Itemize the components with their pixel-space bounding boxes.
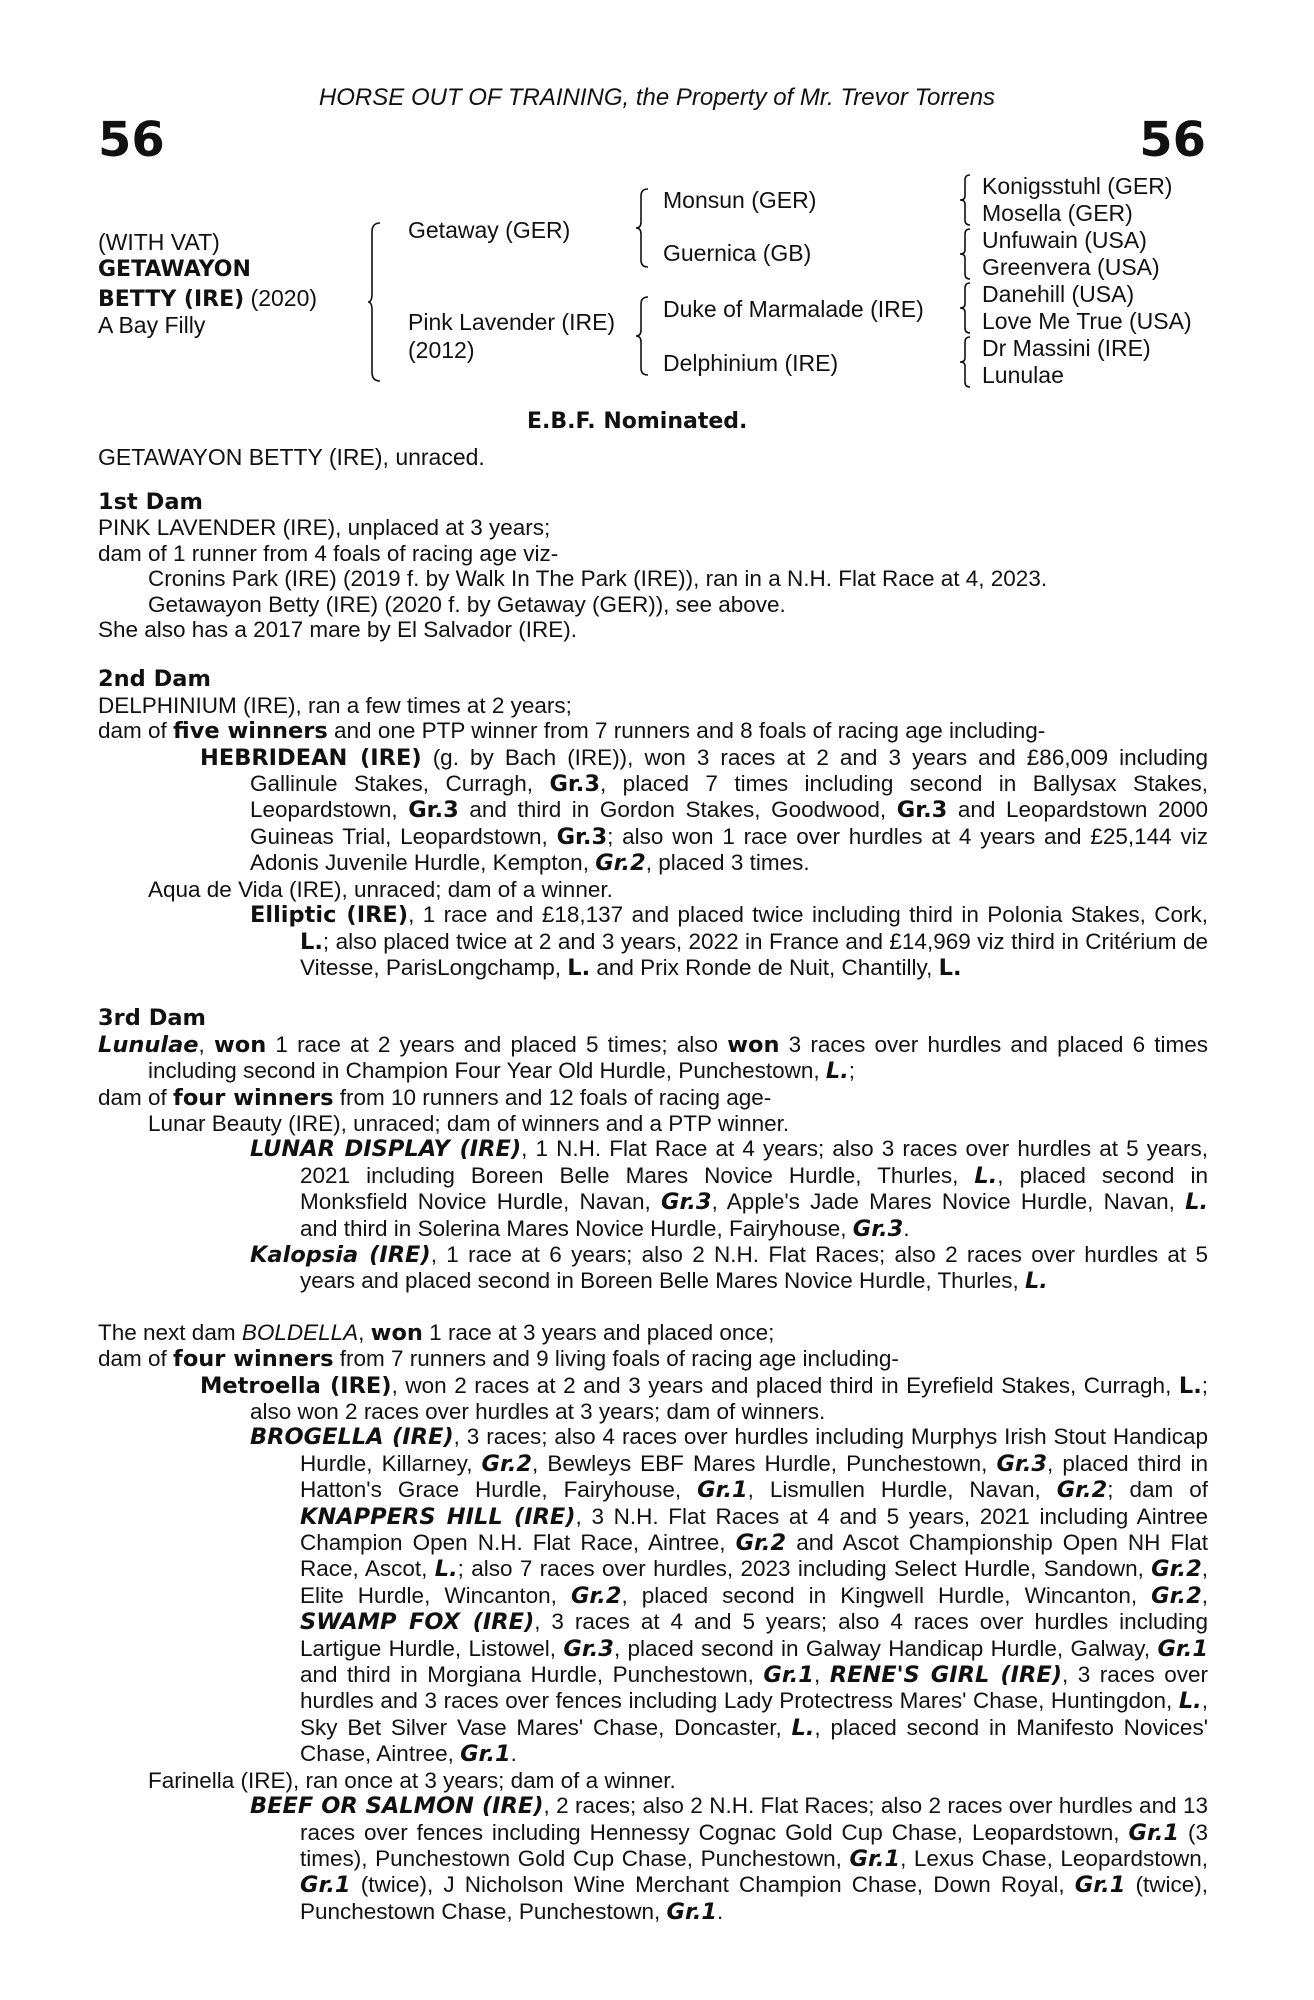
- text-run: from 10 runners and 12 foals of racing age-: [333, 1084, 772, 1110]
- dam3-heading: 3rd Dam: [98, 1005, 206, 1032]
- text-run: , placed second in Kingwell Hurdle, Wincanton,: [621, 1582, 1152, 1608]
- dam3-line: [98, 1085, 1208, 1111]
- grade-badge: Gr.2: [570, 1582, 622, 1609]
- won-label: won: [727, 1031, 780, 1058]
- listed-badge: L.: [434, 1556, 458, 1583]
- next-dam-produce-line: [98, 1346, 1208, 1372]
- text-run: , placed second in Galway Handicap Hurdle, Galway,: [613, 1635, 1158, 1661]
- horse-name: Lunulae: [98, 1031, 199, 1058]
- produce-aqua-de-vida: Aqua de Vida (IRE), unraced; dam of a winner.: [148, 876, 613, 902]
- text-run: , Bewleys EBF Mares Hurdle, Punchestown,: [532, 1450, 997, 1476]
- bracket-sire-dam: [960, 228, 972, 280]
- grade-badge: Gr.2: [481, 1450, 533, 1477]
- listed-badge: L.: [825, 1058, 849, 1085]
- produce-brogella: [98, 1424, 1208, 1767]
- listed-badge: L.: [1178, 1688, 1202, 1715]
- ssd: Mosella (GER): [982, 200, 1133, 226]
- horse-name: BROGELLA (IRE): [250, 1424, 454, 1451]
- horse-name: Kalopsia (IRE): [250, 1241, 431, 1268]
- bracket-dam-sire: [960, 282, 972, 334]
- grade-badge: Gr.1: [666, 1898, 718, 1925]
- horse-name: LUNAR DISPLAY (IRE): [250, 1136, 522, 1163]
- text-run: , Lismullen Hurdle, Navan,: [747, 1477, 1057, 1503]
- dam2-line: DELPHINIUM (IRE), ran a few times at 2 years;: [98, 692, 572, 718]
- text-run: and third in Morgiana Hurdle, Punchestown,: [300, 1662, 764, 1688]
- text-run: ; also won 2 races over hurdles at 3 years; dam of winners.: [250, 1372, 1209, 1424]
- text-run: ,: [358, 1319, 371, 1345]
- intro-line: GETAWAYON BETTY (IRE), unraced.: [98, 444, 485, 470]
- text-run: .: [717, 1898, 724, 1924]
- text-run: ; dam of: [1107, 1477, 1209, 1503]
- vat-note: (WITH VAT): [98, 229, 220, 255]
- horse-name-line1: GETAWAYON: [98, 257, 251, 282]
- text-run: ; also placed twice at 2 and 3 years, 2022 in France and £14,969 viz third in Critérium de Vitesse, ParisLongchamp,: [300, 928, 1208, 980]
- text-run: , won 2 races at 2 and 3 years and placed third in Eyrefield Stakes, Curragh,: [391, 1372, 1179, 1398]
- lot-number-left: 56: [98, 112, 165, 168]
- horse-name: Elliptic (IRE): [250, 902, 409, 929]
- grade-badge: Gr.1: [1128, 1819, 1180, 1846]
- text-run: and Prix Ronde de Nuit, Chantilly,: [590, 954, 939, 980]
- produce-lunar-display: [98, 1136, 1208, 1242]
- listed-badge: L.: [791, 1714, 815, 1741]
- winners-count: five winners: [173, 718, 328, 745]
- text-run: , 3 races; also 4 races over hurdles including Murphys Irish Stout Handicap Hurdle, Killarney,: [300, 1424, 1208, 1476]
- grade-badge: Gr.3: [549, 771, 600, 798]
- sdd: Greenvera (USA): [982, 254, 1160, 280]
- text-run: , Elite Hurdle, Wincanton,: [300, 1556, 1208, 1608]
- grade-badge: Gr.1: [763, 1662, 814, 1689]
- listed-badge: L.: [938, 954, 962, 981]
- text-run: The next dam: [98, 1319, 242, 1345]
- text-run: , 1 race and £18,137 and placed twice including third in Polonia Stakes, Cork,: [408, 902, 1208, 928]
- foaling-year: (2020): [244, 285, 318, 311]
- produce-farinella: Farinella (IRE), ran once at 3 years; dam of a winner.: [148, 1767, 676, 1793]
- grade-badge: Gr.3: [896, 797, 948, 824]
- text-run: , placed 7 times including second in Ballysax Stakes, Leopardstown,: [250, 771, 1208, 823]
- grade-badge: Gr.2: [735, 1530, 787, 1557]
- text-run: ,: [1201, 1582, 1208, 1608]
- text-run: dam of: [98, 1346, 174, 1372]
- winners-count: four winners: [173, 1084, 334, 1111]
- grade-badge: Gr.1: [1074, 1872, 1126, 1899]
- dam-sire: Duke of Marmalade (IRE): [663, 296, 924, 322]
- horse-name: BOLDELLA: [241, 1319, 359, 1345]
- grade-badge: Gr.3: [852, 1215, 904, 1242]
- text-run: .: [510, 1741, 517, 1767]
- text-run: , placed 3 times.: [645, 850, 810, 876]
- bracket-dam: [636, 296, 650, 376]
- grade-badge: Gr.2: [1151, 1556, 1202, 1583]
- sire-sire: Monsun (GER): [663, 187, 817, 213]
- text-run: , placed third in Hatton's Grace Hurdle, Fairyhouse,: [300, 1450, 1208, 1503]
- text-run: dam of: [98, 1084, 174, 1110]
- text-run: from 7 runners and 9 living foals of racing age including-: [333, 1346, 899, 1372]
- produce-beef-or-salmon: [98, 1793, 1208, 1925]
- bracket-sire-sire: [960, 174, 972, 226]
- text-run: , placed second in Monksfield Novice Hurdle, Navan,: [300, 1162, 1208, 1215]
- grade-badge: Gr.1: [697, 1477, 748, 1504]
- text-run: , 1 N.H. Flat Race at 4 years; also 3 races over hurdles at 5 years, 2021 including Boreen Belle Mares Novice Hurdle, Thurles,: [300, 1136, 1209, 1188]
- next-dam-line: [98, 1320, 1208, 1346]
- text-run: ; also won 1 race over hurdles at 4 years and £25,144 viz Adonis Juvenile Hurdle, Kempton,: [250, 823, 1208, 876]
- dam1-line: She also has a 2017 mare by El Salvador (IRE).: [98, 617, 577, 643]
- text-run: (twice), Punchestown Chase, Punchestown,: [300, 1872, 1209, 1924]
- horse-name: Metroella (IRE): [200, 1372, 392, 1399]
- text-run: and one PTP winner from 7 runners and 8 foals of racing age including-: [327, 718, 1046, 744]
- dam1-line: PINK LAVENDER (IRE), unplaced at 3 years;: [98, 515, 551, 541]
- grade-badge: Gr.3: [661, 1189, 712, 1216]
- dam1-line: dam of 1 runner from 4 foals of racing age viz-: [98, 540, 559, 566]
- produce-kalopsia: [98, 1242, 1208, 1295]
- grade-badge: Gr.1: [849, 1845, 901, 1872]
- horse-name-part: BETTY (IRE): [98, 287, 245, 312]
- text-run: 1 race at 2 years and placed 5 times; also: [266, 1031, 728, 1057]
- ddd: Lunulae: [982, 362, 1064, 388]
- ebf-nominated: E.B.F. Nominated.: [527, 409, 748, 434]
- text-run: and Leopardstown 2000 Guineas Trial, Leopardstown,: [250, 797, 1208, 849]
- dam1-produce: Cronins Park (IRE) (2019 f. by Walk In The Park (IRE)), ran in a N.H. Flat Race at 4, 2023.: [148, 566, 1048, 592]
- horse-name: RENE'S GIRL (IRE): [829, 1662, 1062, 1689]
- produce-lunar-beauty: Lunar Beauty (IRE), unraced; dam of winners and a PTP winner.: [148, 1110, 790, 1136]
- dam3-record: [98, 1032, 1208, 1085]
- listed-badge: L.: [974, 1162, 998, 1189]
- horse-name: SWAMP FOX (IRE): [300, 1609, 535, 1636]
- produce-metroella: [98, 1373, 1208, 1425]
- dsd: Love Me True (USA): [982, 308, 1192, 334]
- text-run: , 3 races over hurdles and 3 races over fences including Lady Protectress Mares' Chase, Huntingdon,: [300, 1662, 1208, 1714]
- grade-badge: Gr.2: [1056, 1477, 1108, 1504]
- dam1-heading: 1st Dam: [98, 489, 203, 515]
- dds: Dr Massini (IRE): [982, 335, 1151, 361]
- won-label: won: [370, 1319, 423, 1346]
- horse-name: HEBRIDEAN (IRE): [200, 744, 422, 771]
- text-run: , 3 races at 4 and 5 years; also 4 races over hurdles including Lartigue Hurdle, Listowel,: [300, 1609, 1208, 1661]
- lot-number-right: 56: [1139, 112, 1206, 168]
- text-run: , 1 race at 6 years; also 2 N.H. Flat Races; also 2 races over hurdles at 5 years and placed second in Boreen Belle Mares Novice Hurdle, Thurles,: [300, 1241, 1208, 1294]
- winners-count: four winners: [173, 1346, 334, 1373]
- text-run: ,: [198, 1031, 214, 1057]
- grade-badge: Gr.1: [1157, 1635, 1208, 1662]
- horse-name-line2: [98, 284, 317, 314]
- dss: Danehill (USA): [982, 281, 1135, 307]
- listed-badge: L.: [1185, 1189, 1208, 1216]
- text-run: ; also 7 races over hurdles, 2023 including Select Hurdle, Sandown,: [457, 1556, 1152, 1582]
- grade-badge: Gr.3: [408, 797, 459, 824]
- text-run: and third in Solerina Mares Novice Hurdle, Fairyhouse,: [300, 1215, 853, 1241]
- text-run: , Sky Bet Silver Vase Mares' Chase, Doncaster,: [300, 1688, 1208, 1740]
- listed-badge: L.: [300, 928, 323, 955]
- dam2-heading: 2nd Dam: [98, 666, 211, 693]
- horse-name: KNAPPERS HILL (IRE): [300, 1503, 576, 1530]
- grade-badge: Gr.1: [300, 1872, 351, 1899]
- won-label: won: [213, 1031, 267, 1058]
- text-run: (3 times), Punchestown Gold Cup Chase, Punchestown,: [300, 1819, 1208, 1871]
- text-run: .: [903, 1215, 910, 1241]
- text-run: , 3 N.H. Flat Races at 4 and 5 years, 2021 including Aintree Champion Open N.H. Flat Race, Aintree,: [300, 1503, 1208, 1556]
- text-run: 1 race at 3 years and placed once;: [422, 1319, 775, 1345]
- bracket-generation-1: [368, 222, 382, 382]
- horse-description: A Bay Filly: [98, 312, 206, 338]
- horse-name: BEEF OR SALMON (IRE): [250, 1793, 544, 1820]
- text-run: (twice), J Nicholson Wine Merchant Champion Chase, Down Royal,: [350, 1872, 1075, 1898]
- text-run: and Ascot Championship Open NH Flat Race, Ascot,: [300, 1530, 1208, 1582]
- grade-badge: Gr.1: [460, 1741, 511, 1768]
- dam: Pink Lavender (IRE): [408, 309, 616, 335]
- sire-dam: Guernica (GB): [663, 240, 812, 266]
- dam1-produce: Getawayon Betty (IRE) (2020 f. by Getaway (GER)), see above.: [148, 591, 786, 617]
- text-run: , Apple's Jade Mares Novice Hurdle, Navan,: [711, 1189, 1186, 1215]
- grade-badge: Gr.3: [563, 1635, 614, 1662]
- grade-badge: Gr.3: [996, 1450, 1048, 1477]
- listed-badge: L.: [1178, 1372, 1202, 1399]
- bracket-sire: [636, 188, 650, 268]
- text-run: , 2 races; also 2 N.H. Flat Races; also 2 races over hurdles and 13 races over fences including Hennessy Cognac Gold Cup Chase, Leopardstown,: [300, 1793, 1208, 1845]
- catalogue-header: HORSE OUT OF TRAINING, the Property of Mr. Trevor Torrens: [318, 84, 996, 111]
- listed-badge: L.: [567, 954, 591, 981]
- text-run: and third in Gordon Stakes, Goodwood,: [458, 797, 897, 823]
- text-run: (g. by Bach (IRE)), won 3 races at 2 and 3 years and £86,009 including Gallinule Stakes, Curragh,: [250, 744, 1208, 797]
- dam-dam: Delphinium (IRE): [663, 350, 839, 376]
- catalogue-body: [98, 490, 1208, 1925]
- text-run: ,: [813, 1662, 830, 1688]
- sss: Konigsstuhl (GER): [982, 173, 1173, 199]
- dam2-line: [98, 718, 1208, 744]
- text-run: , Lexus Chase, Leopardstown,: [900, 1845, 1209, 1871]
- grade-badge: Gr.3: [556, 823, 608, 850]
- text-run: 3 races over hurdles and placed 6 times including second in Champion Four Year Old Hurdle, Punchestown,: [148, 1031, 1208, 1084]
- grade-badge: Gr.2: [1151, 1582, 1202, 1609]
- text-run: , placed second in Manifesto Novices' Chase, Aintree,: [300, 1714, 1208, 1767]
- listed-badge: L.: [1024, 1268, 1048, 1295]
- sire: Getaway (GER): [408, 217, 571, 243]
- bracket-dam-dam: [960, 336, 972, 388]
- text-run: dam of: [98, 718, 174, 744]
- sds: Unfuwain (USA): [982, 227, 1147, 253]
- produce-elliptic: [98, 902, 1208, 981]
- text-run: ;: [848, 1058, 856, 1084]
- dam-year: (2012): [408, 337, 475, 363]
- grade-badge: Gr.2: [595, 850, 646, 877]
- produce-hebridean: [98, 745, 1208, 877]
